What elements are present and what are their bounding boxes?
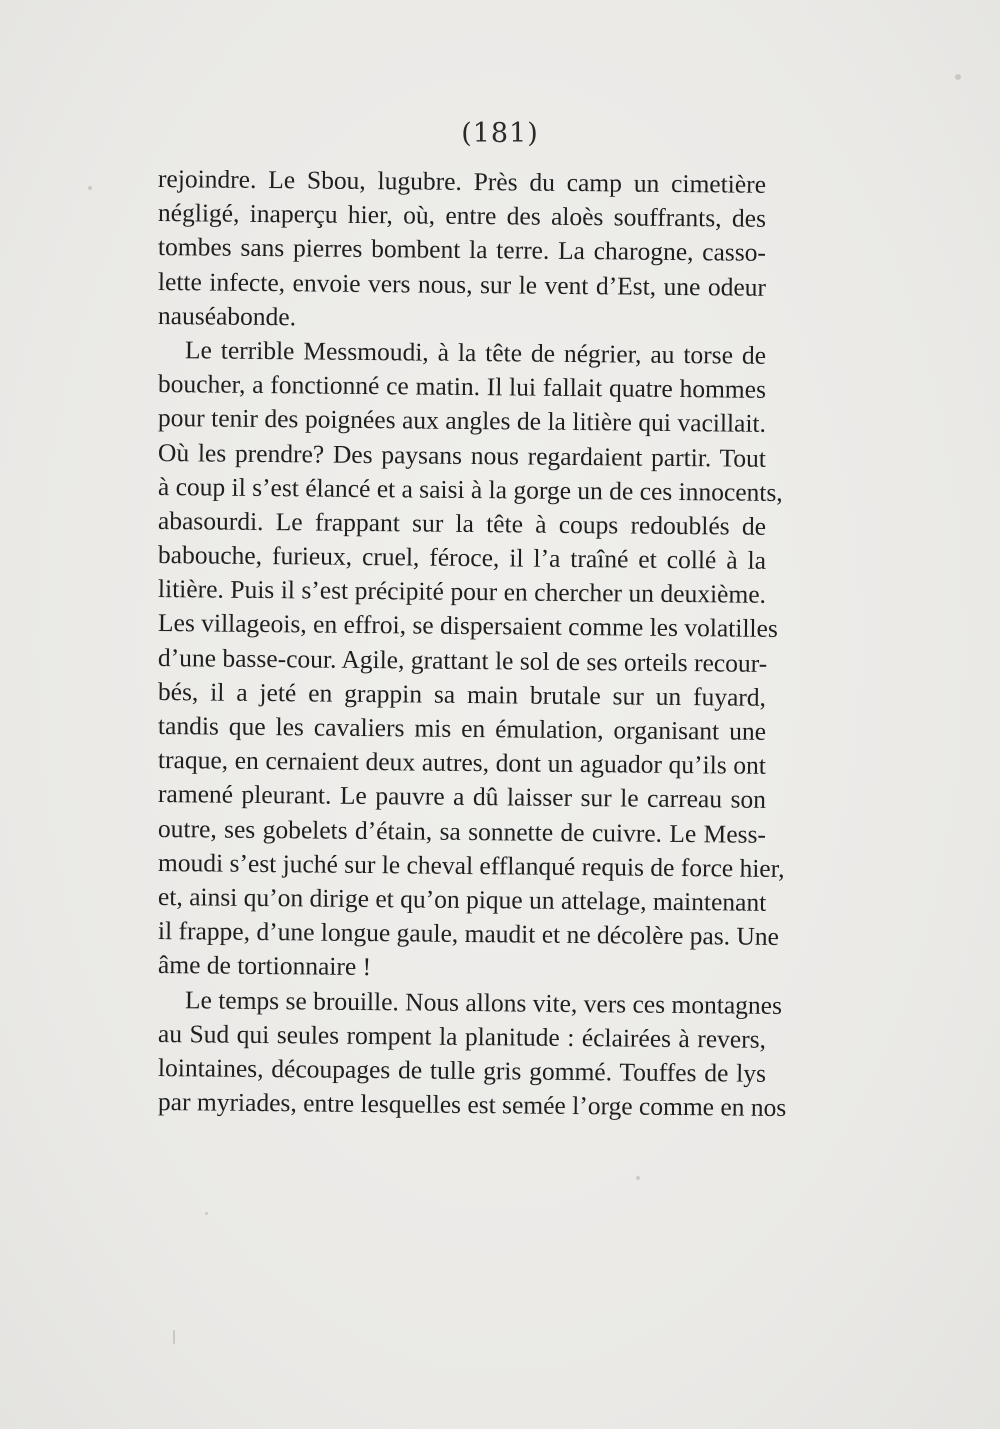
text-line: Le terrible Messmoudi, à la tête de négrier, au torse de bbox=[184, 335, 767, 370]
text-line: négligé, inaperçu hier, où, entre des aloès souffrants, des bbox=[157, 198, 767, 234]
text-line: Le temps se brouille. Nous allons vite, vers ces montagnes bbox=[184, 984, 783, 1020]
text-line: par myriades, entre lesquelles est semée l’orge comme en nos bbox=[157, 1087, 787, 1123]
text-line: ramené pleurant. Le pauvre a dû laisser sur le carreau son bbox=[157, 779, 767, 815]
text-line: outre, ses gobelets d’étain, sa sonnette de cuivre. Le Mess- bbox=[157, 813, 767, 849]
text-line: boucher, a fonctionné ce matin. Il lui fallait quatre hommes bbox=[157, 369, 767, 404]
text-line: d’une basse-cour. Agile, grattant le sol de ses orteils recour- bbox=[157, 642, 768, 678]
text-line: lette infecte, envoie vers nous, sur le vent d’Est, une odeur bbox=[157, 266, 767, 302]
paper-speck bbox=[955, 74, 961, 80]
text-line: il frappe, d’une longue gaule, maudit et ne décolère pas. Une bbox=[157, 916, 780, 952]
text-line: bés, il a jeté en grappin sa main brutale sur un fuyard, bbox=[157, 676, 767, 712]
text-line: tombes sans pierres bombent la terre. La charogne, casso- bbox=[157, 232, 767, 268]
page-number: (181) bbox=[461, 118, 539, 149]
text-line: Où les prendre? Des paysans nous regardaient partir. Tout bbox=[157, 437, 767, 473]
paper-speck bbox=[205, 1212, 208, 1215]
paper-speck bbox=[88, 186, 92, 190]
text-line: au Sud qui seules rompent la planitude : éclairées à revers, bbox=[157, 1018, 767, 1054]
text-line: nauséabonde. bbox=[157, 300, 297, 332]
text-line: et, ainsi qu’on dirige et qu’on pique un attelage, maintenant bbox=[157, 881, 767, 917]
text-line: lointaines, découpages de tulle gris gommé. Touffes de lys bbox=[157, 1052, 767, 1088]
paper-speck bbox=[636, 1176, 640, 1180]
text-line: Les villageois, en effroi, se dispersaient comme les volatilles bbox=[157, 608, 778, 644]
text-line: moudi s’est juché sur le cheval efflanqué requis de force hier, bbox=[157, 847, 785, 883]
text-line: à coup il s’est élancé et a saisi à la gorge un de ces innocents, bbox=[157, 471, 783, 507]
body-text bbox=[157, 162, 787, 1123]
text-line: litière. Puis il s’est précipité pour en chercher un deuxième. bbox=[157, 574, 767, 610]
text-line: pour tenir des poignées aux angles de la litière qui vacillait. bbox=[157, 403, 767, 439]
paper-speck bbox=[173, 1330, 175, 1344]
text-line: tandis que les cavaliers mis en émulation, organisant une bbox=[157, 711, 767, 746]
text-line: traque, en cernaient deux autres, dont un aguador qu’ils ont bbox=[157, 745, 767, 781]
text-line: babouche, furieux, cruel, féroce, il l’a traîné et collé à la bbox=[157, 540, 767, 575]
text-line: abasourdi. Le frappant sur la tête à coups redoublés de bbox=[157, 505, 767, 541]
text-line: âme de tortionnaire ! bbox=[157, 950, 372, 982]
text-line: rejoindre. Le Sbou, lugubre. Près du camp un cimetière bbox=[157, 164, 767, 199]
